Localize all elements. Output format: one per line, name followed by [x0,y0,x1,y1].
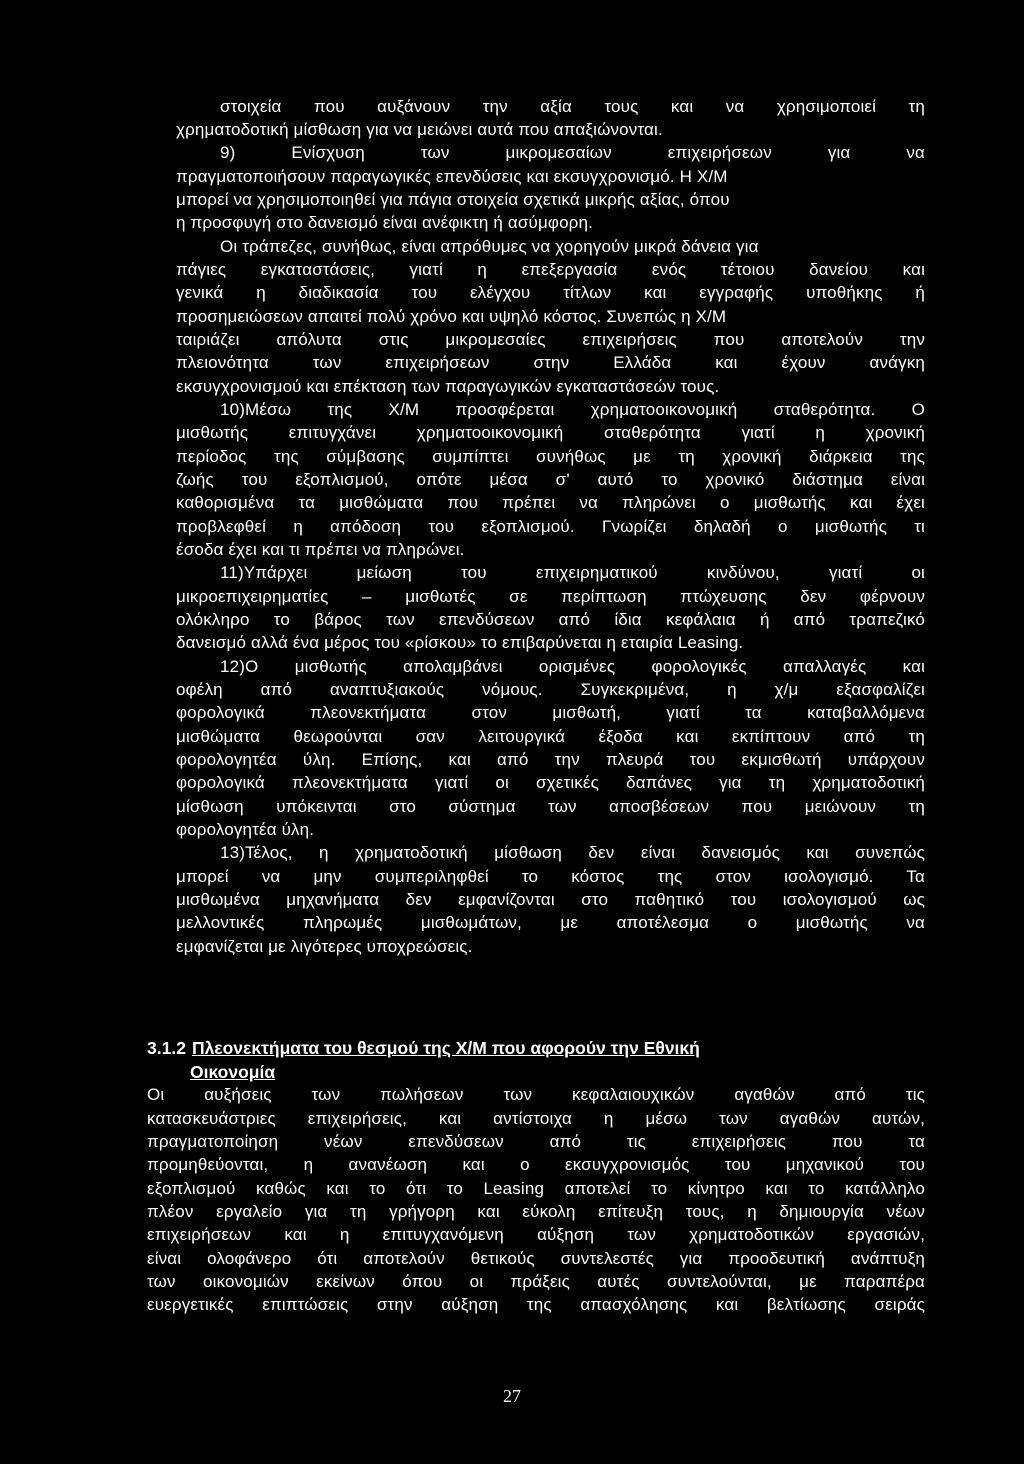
text-line: φορολογικά πλεονεκτήματα στον μισθωτή, γιατί τα καταβαλλόμενα [176,703,925,722]
text-line: 10)Μέσω της Χ/Μ προσφέρεται χρηματοοικονομική σταθερότητα. Ο [220,400,925,419]
text-line: η προσφυγή στο δανεισμό είναι ανέφικτη ή ασύμφορη. [176,213,593,232]
text-line: χρηματοδοτική μίσθωση για να μειώνει αυτά που απαξιώνονται. [176,120,663,139]
text-line: φορολογικά πλεονεκτήματα γιατί οι σχετικές δαπάνες για τη χρηματοδοτική [176,773,925,792]
section-title: Πλεονεκτήματα του θεσμού της Χ/Μ που αφορούν την Εθνική [191,1038,700,1058]
text-line: μισθωτής επιτυγχάνει χρηματοοικονομική σταθερότητα γιατί η χρονική [176,423,925,442]
text-line: Οι αυξήσεις των πωλήσεων των κεφαλαιουχικών αγαθών από τις [147,1085,925,1104]
text-line: πραγματοποίηση νέων επενδύσεων από τις επιχειρήσεις που τα [147,1132,925,1151]
text-line: περίοδος της σύμβασης συμπίπτει συνήθως με τη χρονική διάρκεια της [176,447,925,466]
text-line: μικροεπιχειρηματίες – μισθωτές σε περίπτωση πτώχευσης δεν φέρνουν [176,587,925,606]
text-line: 12)Ο μισθωτής απολαμβάνει ορισμένες φορολογικές απαλλαγές και [220,657,925,676]
text-line: επιχειρήσεων και η επιτυγχανόμενη αύξηση των χρηματοδοτικών εργασιών, [147,1225,925,1244]
text-line: δανεισμό αλλά ένα μέρος του «ρίσκου» το επιβαρύνεται η εταιρία Leasing. [176,633,744,652]
text-line: των οικονομιών εκείνων όπου οι πράξεις αυτές συντελούνται, με παραπέρα [147,1272,925,1291]
text-line: οφέλη από αναπτυξιακούς νόμους. Συγκεκριμένα, η χ/μ εξασφαλίζει [176,680,925,699]
text-line: 9) Ενίσχυση των μικρομεσαίων επιχειρήσεων για να [220,143,925,162]
text-line: πραγματοποιήσουν παραγωγικές επενδύσεις και εκσυγχρονισμό. Η Χ/Μ [176,167,728,186]
text-line: μπορεί να χρησιμοποιηθεί για πάγια στοιχεία σχετικά μικρής αξίας, όπου [176,190,730,209]
text-line: Οι τράπεζες, συνήθως, είναι απρόθυμες να χορηγούν μικρά δάνεια για [220,237,759,256]
section-heading [147,1037,867,1059]
text-line: φορολογητέα ύλη. Επίσης, και από την πλευρά του εκμισθωτή υπάρχουν [176,750,925,769]
text-line: φορολογητέα ύλη. [176,820,315,839]
page-number: 27 [503,1386,521,1406]
section-number: 3.1.2 [147,1038,186,1058]
text-line: 11)Υπάρχει μείωση του επιχειρηματικού κινδύνου, γιατί οι [220,563,925,582]
text-line: ολόκληρο το βάρος των επενδύσεων από ίδια κεφάλαια ή από τραπεζικό [176,610,925,629]
text-line: γενικά η διαδικασία του ελέγχου τίτλων και εγγραφής υποθήκης ή [176,283,925,302]
text-line: προσημειώσεων απαιτεί πολύ χρόνο και υψηλό κόστος. Συνεπώς η Χ/Μ [176,307,727,326]
text-line: ευεργετικές επιπτώσεις στην αύξηση της απασχόλησης και βελτίωσης σειράς [147,1295,925,1314]
text-line: εξοπλισμού καθώς και το ότι το Leasing αποτελεί το κίνητρο και το κατάλληλο [147,1179,925,1198]
text-line: είναι ολοφάνερο ότι αποτελούν θετικούς συντελεστές για προοδευτική ανάπτυξη [147,1249,925,1268]
text-line: προβλεφθεί η απόδοση του εξοπλισμού. Γνωρίζει δηλαδή ο μισθωτής τι [176,517,925,536]
text-line: ζωής του εξοπλισμού, οπότε μέσα σ' αυτό το χρονικό διάστημα είναι [176,470,925,489]
text-line: πάγιες εγκαταστάσεις, γιατί η επεξεργασία ενός τέτοιου δανείου και [176,260,925,279]
text-line: προμηθεύονται, η ανανέωση και ο εκσυγχρονισμός του μηχανικού του [147,1155,925,1174]
text-line: εκσυγχρονισμού και επέκταση των παραγωγικών εγκαταστάσεών τους. [176,377,720,396]
text-line: στοιχεία που αυξάνουν την αξία τους και να χρησιμοποιεί τη [220,97,925,116]
text-line: έσοδα έχει και τι πρέπει να πληρώνει. [176,540,465,559]
text-line: 13)Τέλος, η χρηματοδοτική μίσθωση δεν είναι δανεισμός και συνεπώς [220,843,925,862]
text-line: καθορισμένα τα μισθώματα που πρέπει να πληρώνει ο μισθωτής και έχει [176,493,925,512]
text-line: πλειονότητα των επιχειρήσεων στην Ελλάδα και έχουν ανάγκη [176,353,925,372]
text-line: μισθώματα θεωρούνται σαν λειτουργικά έξοδα και εκπίπτουν από τη [176,727,925,746]
text-line: μελλοντικές πληρωμές μισθωμάτων, με αποτέλεσμα ο μισθωτής να [176,913,925,932]
text-line: πλέον εργαλείο για τη γρήγορη και εύκολη επίτευξη τους, η δημιουργία νέων [147,1202,925,1221]
text-line: μισθωμένα μηχανήματα δεν εμφανίζονται στο παθητικό του ισολογισμού ως [176,890,925,909]
text-line: κατασκευάστριες επιχειρήσεις, και αντίστοιχα η μέσω των αγαθών αυτών, [147,1109,925,1128]
text-line: ταιριάζει απόλυτα στις μικρομεσαίες επιχειρήσεις που αποτελούν την [176,330,925,349]
section-title-continued: Οικονομία [190,1062,276,1082]
text-line: εμφανίζεται με λιγότερες υποχρεώσεις. [176,937,473,956]
text-line: μπορεί να μην συμπεριληφθεί το κόστος της στον ισολογισμό. Τα [176,867,925,886]
text-line: μίσθωση υπόκεινται στο σύστημα των αποσβέσεων που μειώνουν τη [176,797,925,816]
